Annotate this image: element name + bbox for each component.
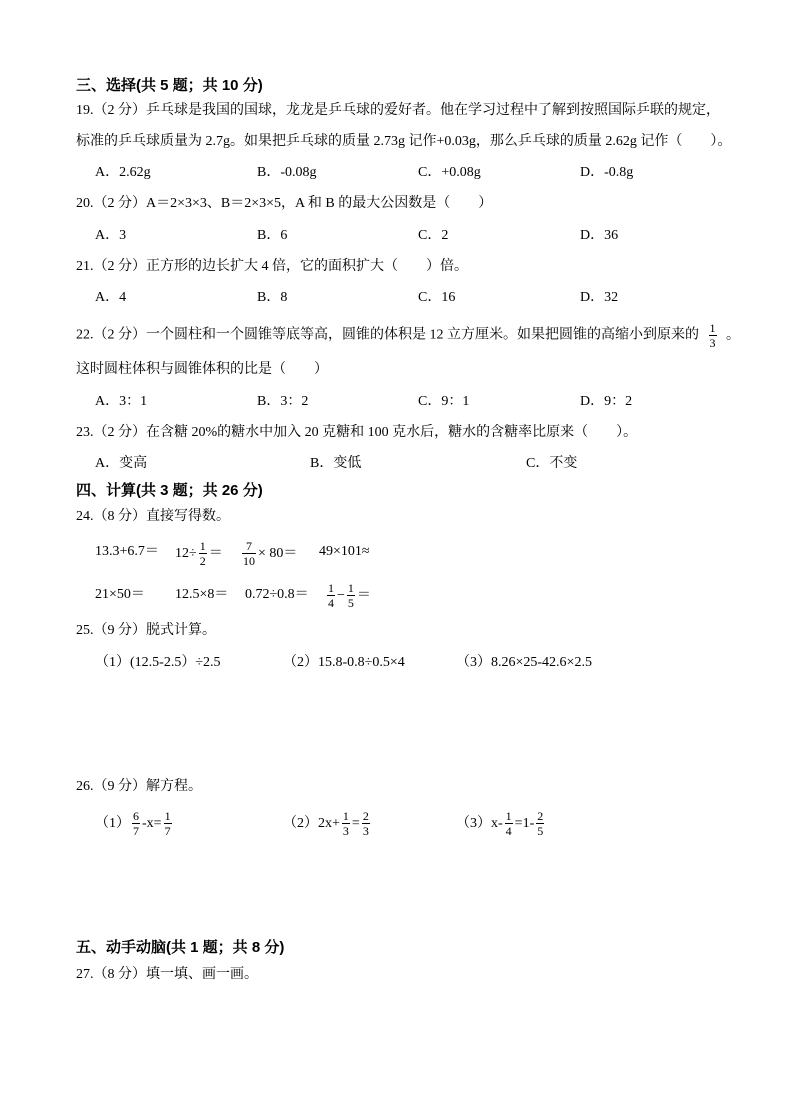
q22-line1-text: 22.（2 分）一个圆柱和一个圆锥等底等高，圆锥的体积是 12 立方厘米。如果把圆锥的高缩小到原来的 [76, 327, 699, 343]
q26-p2-frac2 [362, 810, 370, 837]
q24-r1-item2-post: ＝ [208, 545, 223, 561]
q24-r1-item2-frac [199, 540, 207, 567]
q24-r1-item4: 49×101≈ [319, 544, 370, 559]
q26-p3-frac1 [505, 810, 513, 837]
q26-p2-den1: 3 [342, 824, 349, 838]
q26-p3-den2: 5 [537, 824, 544, 838]
question-22-line2: 这时圆柱体积与圆锥体积的比是（ ） [76, 362, 328, 377]
q26-p3-frac2 [536, 810, 544, 837]
q26-part3 [456, 810, 546, 837]
q25-part3: （3）8.26×25-42.6×2.5 [456, 655, 592, 670]
q24-r1-item2-den: 2 [199, 554, 206, 568]
q26-p3-num2: 2 [537, 809, 544, 823]
q26-p1-mid: -x= [142, 815, 162, 831]
q24-r2-item4 [325, 582, 371, 609]
q21-option-c[interactable]: C．16 [418, 290, 456, 305]
section-heading-hands-on: 五、动手动脑(共 1 题；共 8 分) [76, 939, 285, 956]
q22-option-c[interactable]: C．9：1 [418, 394, 470, 409]
q26-p3-mid: =1- [514, 815, 535, 831]
q24-r2-item3: 0.72÷0.8＝ [245, 587, 309, 602]
question-24: 24.（8 分）直接写得数。 [76, 509, 230, 524]
q24-r2-item1: 21×50＝ [95, 587, 145, 602]
q26-p2-num2: 2 [362, 809, 369, 823]
q26-p1-num1: 6 [133, 809, 139, 823]
q26-p2-mid: = [351, 815, 360, 831]
q26-p1-den1: 7 [133, 824, 139, 838]
question-21: 21.（2 分）正方形的边长扩大 4 倍，它的面积扩大（ ）倍。 [76, 259, 468, 274]
question-23: 23.（2 分）在含糖 20%的糖水中加入 20 克糖和 100 克水后，糖水的含糖率比原来（ ）。 [76, 425, 638, 440]
q26-p1-frac2 [164, 810, 172, 837]
q24-r1-item2-num: 1 [199, 539, 206, 553]
q24-r2-item4-op: − [337, 587, 345, 603]
q24-r2-item4-den2: 5 [347, 596, 354, 610]
q24-r2-item2: 12.5×8＝ [175, 587, 229, 602]
q24-r1-item3-frac [242, 540, 256, 567]
q22-line1-end: 。 [726, 327, 740, 343]
q21-option-b[interactable]: B．8 [257, 290, 288, 305]
q22-frac-num: 1 [709, 321, 716, 335]
q24-r1-item2 [175, 540, 223, 567]
q26-part1 [95, 810, 174, 837]
q22-fraction [709, 322, 717, 349]
question-19-line1: 19.（2 分）乒乓球是我国的国球，龙龙是乒乓球的爱好者。他在学习过程中了解到按照国际乒联的规定， [76, 103, 720, 118]
q19-option-d[interactable]: D．-0.8g [580, 165, 634, 180]
q23-option-a[interactable]: A．变高 [95, 456, 148, 471]
q26-p3-num1: 1 [505, 809, 512, 823]
q24-r1-item3-num: 7 [242, 540, 256, 554]
q21-option-d[interactable]: D．32 [580, 290, 619, 305]
q24-r1-item3 [240, 540, 297, 567]
q24-r1-item3-post: × 80＝ [258, 545, 298, 561]
q23-option-b[interactable]: B．变低 [310, 456, 362, 471]
q22-frac-den: 3 [709, 336, 716, 350]
q20-option-b[interactable]: B．6 [257, 228, 288, 243]
section-heading-choice: 三、选择(共 5 题；共 10 分) [76, 77, 263, 94]
q23-option-c[interactable]: C．不变 [526, 456, 578, 471]
q26-p3-pre: （3）x- [456, 815, 503, 831]
q20-option-a[interactable]: A．3 [95, 228, 127, 243]
q22-option-a[interactable]: A．3：1 [95, 394, 148, 409]
question-19-line2: 标准的乒乓球质量为 2.7g。如果把乒乓球的质量 2.73g 记作+0.03g，那么乒乓球的质量 2.62g 记作（ ）。 [76, 134, 732, 149]
q24-r1-item2-pre: 12÷ [175, 545, 197, 561]
q21-option-a[interactable]: A．4 [95, 290, 127, 305]
q19-option-a[interactable]: A．2.62g [95, 165, 151, 180]
question-26: 26.（9 分）解方程。 [76, 779, 202, 794]
q26-p1-den2: 7 [164, 824, 171, 838]
section-heading-calculation: 四、计算(共 3 题；共 26 分) [76, 482, 263, 499]
q26-p2-den2: 3 [362, 824, 369, 838]
q26-p1-pre: （1） [95, 815, 130, 831]
q26-p1-num2: 1 [164, 809, 171, 823]
q24-r2-item4-num1: 1 [328, 581, 334, 595]
q19-option-b[interactable]: B．-0.08g [257, 165, 317, 180]
q24-r2-item4-frac2 [347, 582, 355, 609]
q25-part2: （2）15.8-0.8÷0.5×4 [283, 655, 405, 670]
q26-part2 [283, 810, 372, 837]
q22-option-b[interactable]: B．3：2 [257, 394, 309, 409]
q24-r2-item4-num2: 1 [347, 581, 354, 595]
q26-p3-den1: 4 [505, 824, 512, 838]
question-20: 20.（2 分）A＝2×3×3、B＝2×3×5，A 和 B 的最大公因数是（ ） [76, 196, 493, 211]
question-27: 27.（8 分）填一填、画一画。 [76, 967, 258, 982]
q25-part1: （1）(12.5-2.5）÷2.5 [95, 655, 221, 670]
q26-p2-num1: 1 [342, 809, 349, 823]
q26-p1-frac1 [132, 810, 140, 837]
q22-option-d[interactable]: D．9：2 [580, 394, 633, 409]
q24-r1-item1: 13.3+6.7＝ [95, 544, 159, 559]
q26-p2-frac1 [342, 810, 350, 837]
q24-r2-item4-den1: 4 [328, 596, 334, 610]
q24-r2-item4-post: ＝ [356, 587, 371, 603]
question-22-line1 [76, 322, 740, 349]
question-25: 25.（9 分）脱式计算。 [76, 623, 216, 638]
q20-option-c[interactable]: C．2 [418, 228, 449, 243]
q24-r2-item4-frac1 [327, 582, 335, 609]
q19-option-c[interactable]: C．+0.08g [418, 165, 481, 180]
q26-p2-pre: （2）2x+ [283, 815, 340, 831]
q24-r1-item3-den: 10 [243, 554, 255, 568]
q20-option-d[interactable]: D．36 [580, 228, 619, 243]
